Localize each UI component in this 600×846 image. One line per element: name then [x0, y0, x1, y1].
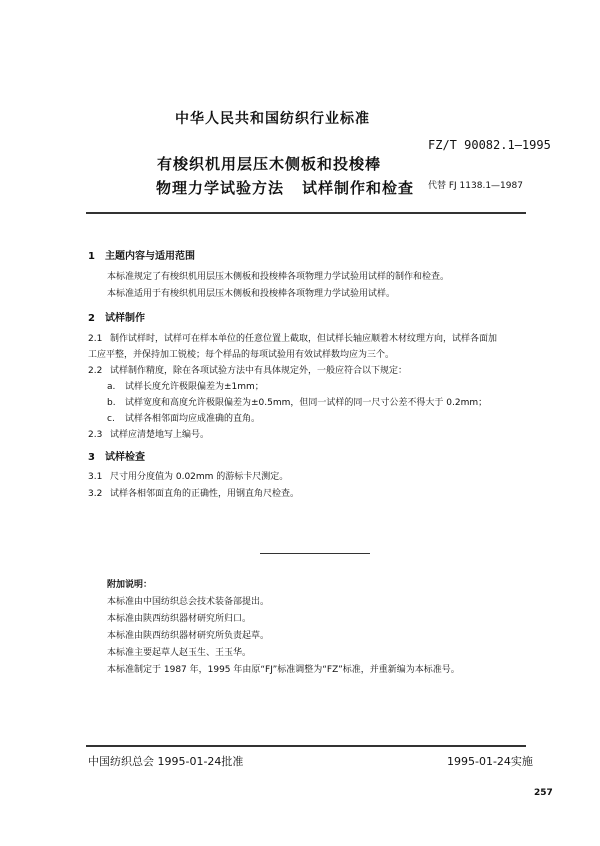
list-item-a — [107, 379, 264, 392]
clause-2-1 — [88, 331, 497, 344]
clause-number: 2.1 — [88, 334, 103, 344]
clause-3-2 — [88, 486, 299, 499]
section-1-para-1: 本标准规定了有梭织机用层压木侧板和投梭棒各项物理力学试验用试样的制作和检查。 — [107, 272, 450, 282]
clause-2-2 — [88, 363, 407, 376]
issuing-authority: 中华人民共和国纺织行业标准 — [175, 111, 370, 127]
header-divider — [86, 212, 526, 214]
document-title-line2-part1: 物理力学试验方法 — [156, 179, 285, 197]
document-title-line2 — [156, 177, 414, 198]
section-2-heading: 2 试样制作 — [88, 313, 145, 324]
note-line-2: 本标准由陕西纺织器材研究所归口。 — [107, 614, 252, 624]
list-item-b — [107, 395, 487, 408]
section-3-heading: 3 试样检查 — [88, 452, 145, 463]
list-marker: b. — [107, 398, 116, 408]
clause-text: 试样应清楚地写上编号。 — [110, 430, 210, 440]
replaces-note: 代替 FJ 1138.1—1987 — [428, 181, 523, 191]
note-line-3: 本标准由陕西纺织器材研究所负责起草。 — [107, 631, 270, 641]
approval-date: 中国纺织总会 1995-01-24批准 — [88, 755, 244, 768]
note-line-1: 本标准由中国纺织总会技术装备部提出。 — [107, 597, 270, 607]
list-item-c — [107, 411, 260, 424]
document-title-line2-part2: 试样制作和检查 — [302, 179, 415, 197]
clause-number: 2.3 — [88, 430, 103, 440]
section-1-para-2: 本标准适用于有梭织机用层压木侧板和投梭棒各项物理力学试验用试样。 — [107, 289, 396, 299]
clause-text: 尺寸用分度值为 0.02mm 的游标卡尺测定。 — [110, 472, 289, 482]
effective-date: 1995-01-24实施 — [447, 755, 533, 768]
note-line-4: 本标准主要起草人赵玉生、王玉华。 — [107, 648, 252, 658]
list-text: 试样长度允许极限偏差为±1mm； — [125, 382, 264, 392]
notes-divider — [260, 553, 370, 554]
clause-number: 3.2 — [88, 489, 103, 499]
footer-divider — [86, 745, 526, 747]
list-marker: a. — [107, 382, 116, 392]
clause-text: 制作试样时，试样可在样本单位的任意位置上截取，但试样长轴应顺着木材纹理方向，试样各面加 — [110, 334, 498, 344]
clause-2-3 — [88, 427, 209, 440]
list-marker: c. — [107, 414, 115, 424]
clause-2-1-cont: 工应平整，并保持加工锐棱；每个样品的每项试验用有效试样数均应为三个。 — [88, 350, 395, 360]
notes-heading: 附加说明： — [107, 580, 153, 590]
document-title-line1: 有梭织机用层压木侧板和投梭棒 — [157, 155, 382, 173]
clause-3-1 — [88, 469, 288, 482]
list-text: 试样各相邻面均应成准确的直角。 — [125, 414, 261, 424]
clause-number: 3.1 — [88, 472, 103, 482]
clause-text: 试样制作精度，除在各项试验方法中有具体规定外，一般应符合以下规定： — [110, 366, 408, 376]
standard-code: FZ/T 90082.1—1995 — [428, 138, 551, 152]
page-number: 257 — [534, 788, 553, 798]
clause-text: 试样各相邻面直角的正确性，用钢直角尺检查。 — [110, 489, 300, 499]
clause-number: 2.2 — [88, 366, 103, 376]
note-line-5: 本标准制定于 1987 年，1995 年由原“FJ”标准调整为“FZ”标准，并重新编为本标准号。 — [107, 665, 460, 675]
section-1-heading: 1 主题内容与适用范围 — [88, 251, 195, 262]
list-text: 试样宽度和高度允许极限偏差为±0.5mm，但同一试样的同一尺寸公差不得大于 0.2mm； — [125, 398, 488, 408]
